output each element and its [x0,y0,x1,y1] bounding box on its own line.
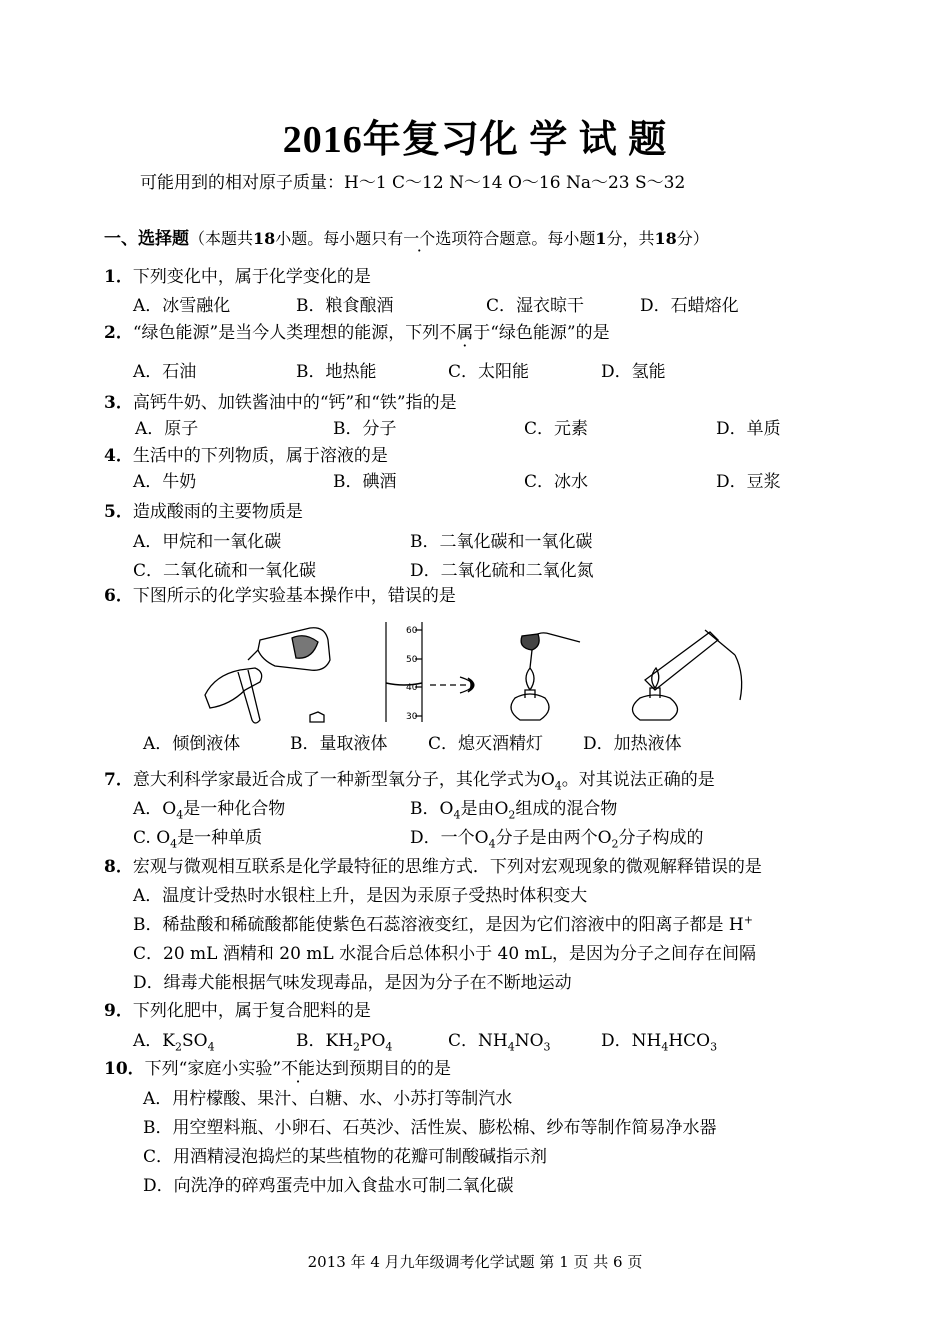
q10-option-a: A．用柠檬酸、果汁、白糖、水、小苏打等制汽水 [143,1089,513,1109]
option-text: 是一种化合物 [183,799,286,819]
q5-option-d: D．二氧化硫和二氧化氮 [410,561,594,581]
subscript: 4 [554,779,562,793]
q1-option-a: A．冰雪融化 [133,296,231,316]
q4-option-a: A．牛奶 [133,472,197,492]
question-7 [104,765,715,792]
pouring-liquid-illustration [205,628,330,723]
superscript: + [743,913,753,927]
q9-option-a [133,1026,215,1053]
subscript: 2 [353,1040,361,1054]
q3-option-b: B．分子 [333,419,397,439]
q2-option-c: C．太阳能 [448,362,530,382]
formula: HCO [668,1031,711,1051]
formula: O [474,828,489,848]
option-label: B． [410,799,440,819]
question-stem: 。对其说法正确的是 [561,770,715,790]
q4-option-d: D．豆浆 [716,472,781,492]
subscript: 3 [710,1040,718,1054]
section-title: 一、选择题 [104,229,189,249]
subscript: 4 [170,837,178,851]
q10-option-c: C．用酒精浸泡捣烂的某些植物的花瓣可制酸碱指示剂 [143,1147,548,1167]
question-number: 1． [104,267,133,287]
q6-option-b: B．量取液体 [290,734,388,754]
option-label: A． [133,799,163,819]
question-stem: “绿色能源”的是 [490,323,610,343]
formula: D．NH [601,1031,662,1051]
tick-label: 30 [406,712,418,722]
formula: O [156,828,171,848]
section-note [189,229,709,248]
question-6 [104,581,456,606]
tick-label: 40 [406,683,418,693]
subscript: 4 [661,1040,669,1054]
q10-option-b: B．用空塑料瓶、小卵石、石英沙、活性炭、膨松棉、纱布等制作简易净水器 [143,1118,717,1138]
question-stem: 下图所示的化学实验基本操作中，错误的是 [132,586,456,606]
subscript: 2 [611,837,619,851]
option-text: 分子构成的 [618,828,704,848]
formula: B．KH [296,1031,354,1051]
question-number: 3． [104,393,133,413]
question-number: 2． [104,323,133,343]
graduated-cylinder-illustration [386,622,474,722]
q3-option-d: D．单质 [716,419,781,439]
subscript: 4 [488,837,496,851]
question-stem: 下列“家庭小实验” [144,1059,282,1079]
section-heading [104,224,709,249]
q4-option-c: C．冰水 [524,472,589,492]
note-part: 小题。每小题只有 [275,229,404,248]
subscript: 4 [507,1040,515,1054]
emphasis-text: 不能 [281,1059,316,1079]
question-stem: 下列化肥中，属于复合肥料的是 [132,1001,371,1021]
q2-option-b: B．地热能 [296,362,377,382]
subscript: 4 [176,808,184,822]
subscript: 4 [207,1040,215,1054]
note-total: 18 [654,229,677,248]
q8-option-d: D．缉毒犬能根据气味发现毒品，是因为分子在不断地运动 [133,973,572,993]
formula: NO [514,1031,544,1051]
option-text: 是一种单质 [177,828,263,848]
question-stem: 造成酸雨的主要物质是 [132,502,303,522]
formula: O [494,799,509,819]
q2-option-a: A．石油 [133,362,197,382]
question-2 [104,318,610,343]
page-title: 2016年复习化 学 试 题 [282,119,668,161]
note-part: （本题共 [189,229,254,248]
option-text: 是由 [460,799,495,819]
subscript: 4 [385,1040,393,1054]
q9-option-b [296,1026,392,1053]
formula: PO [360,1031,386,1051]
formula: O [162,799,177,819]
question-4 [104,441,388,466]
subscript: 2 [174,1040,182,1054]
q8-option-a: A．温度计受热时水银柱上升，是因为汞原子受热时体积变大 [133,886,588,906]
question-1 [104,262,371,287]
formula: O [597,828,612,848]
question-stem: 宏观与微观相互联系是化学最特征的思维方式．下列对宏观现象的微观解释错误的是 [132,857,762,877]
q6-option-a: A．倾倒液体 [143,734,241,754]
q3-option-a: A．原子 [135,419,199,439]
question-number: 5． [104,502,133,522]
question-stem: 生活中的下列物质，属于溶液的是 [132,446,388,466]
question-stem: “绿色能源”是当今人类理想的能源，下列 [132,323,440,343]
option-text: 分子是由两个 [495,828,598,848]
question-stem: 下列变化中，属于化学变化的是 [132,267,371,287]
q8-option-b [133,910,753,935]
page-footer: 2013 年 4 月九年级调考化学试题 第 1 页 共 6 页 [307,1253,643,1271]
q7-option-b [410,794,617,821]
subscript: 3 [543,1040,551,1054]
emphasis-text: 不属于 [439,323,491,343]
note-score: 1 [595,229,607,248]
question-number: 9． [104,1001,133,1021]
q7-option-a [133,794,285,821]
q6-option-c: C．熄灭酒精灯 [428,734,544,754]
alcohol-lamp-illustration [511,633,580,720]
q5-option-b: B．二氧化碳和一氧化碳 [410,532,593,552]
formula: O [439,799,454,819]
tick-label: 50 [406,655,418,665]
q3-option-c: C．元素 [524,419,589,439]
formula: C．NH [448,1031,508,1051]
formula: O [540,770,555,790]
q1-option-c: C．湿衣晾干 [486,296,585,316]
q7-option-d [410,823,704,850]
q10-option-d: D．向洗净的碎鸡蛋壳中加入食盐水可制二氧化碳 [143,1176,514,1196]
option-label: C. [133,828,157,848]
lab-operations-figure [200,620,760,728]
formula: A．K [133,1031,175,1051]
tick-label: 60 [406,626,418,636]
question-3 [104,388,457,413]
note-part: 分） [676,229,709,248]
question-10 [104,1054,451,1079]
q5-option-c: C．二氧化硫和一氧化碳 [133,561,317,581]
question-number: 8． [104,857,133,877]
atomic-masses: 可能用到的相对原子质量：H～1 C～12 N～14 O～16 Na～23 S～32 [140,173,686,193]
note-count: 18 [253,229,276,248]
question-number: 7． [104,770,133,790]
q9-option-c [448,1026,551,1053]
option-label: D．一个 [410,828,475,848]
question-stem: 意大利科学家最近合成了一种新型氧分子，其化学式为 [132,770,541,790]
question-stem: 达到预期目的的是 [315,1059,452,1079]
q8-option-c: C．20 mL 酒精和 20 mL 水混合后总体积小于 40 mL，是因为分子之间存在间隔 [133,944,756,964]
note-emphasis: 一个 [403,229,436,248]
question-5 [104,497,303,522]
q9-option-d [601,1026,717,1053]
question-stem: 高钙牛奶、加铁酱油中的“钙”和“铁”指的是 [132,393,457,413]
formula: SO [181,1031,208,1051]
q5-option-a: A．甲烷和一氧化碳 [133,532,282,552]
note-part: 选项符合题意。每小题 [435,229,596,248]
note-part: 分，共 [606,229,655,248]
option-text: B．稀盐酸和稀硫酸都能使紫色石蕊溶液变红，是因为它们溶液中的阳离子都是 H [133,915,744,935]
question-9 [104,996,371,1021]
subscript: 2 [508,808,516,822]
q7-option-c [133,823,262,850]
question-8 [104,852,762,877]
q4-option-b: B．碘酒 [333,472,397,492]
q2-option-d: D．氢能 [601,362,666,382]
question-number: 10． [104,1059,145,1079]
q6-option-d: D．加热液体 [583,734,682,754]
heating-liquid-illustration [633,630,742,720]
question-number: 4． [104,446,133,466]
question-number: 6． [104,586,133,606]
option-text: 组成的混合物 [515,799,618,819]
subscript: 4 [453,808,461,822]
q1-option-d: D．石蜡熔化 [640,296,739,316]
q1-option-b: B．粮食酿酒 [296,296,394,316]
